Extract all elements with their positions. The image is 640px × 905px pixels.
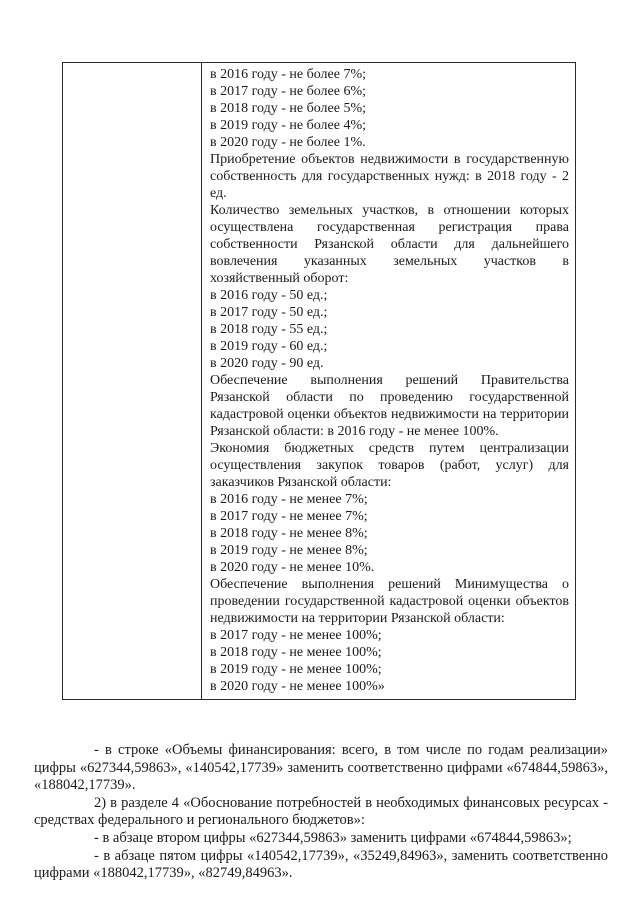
indicator-line: в 2017 году - не менее 7%; (210, 509, 368, 524)
indicator-line: в 2017 году - 50 ед.; (210, 305, 328, 320)
indicator-line: в 2020 году - не более 1%. (210, 135, 366, 150)
indicator-line: в 2016 году - не более 7%; (210, 67, 366, 82)
indicator-line: в 2019 году - не менее 8%; (210, 543, 368, 558)
indicator-line: Обеспечение выполнения решений Правительства Рязанской области по проведению государственной кадастровой оценки объектов недвижимости на территории Рязанской области: в 2016 году - не менее 100%. (210, 373, 569, 439)
indicator-line: Экономия бюджетных средств путем централизации осуществления закупок товаров (работ, услуг) для заказчиков Рязанской области: (210, 441, 569, 490)
program-indicators-table (62, 62, 576, 700)
indicator-line: в 2020 году - не менее 100%» (210, 679, 385, 694)
indicator-line: Количество земельных участков, в отношении которых осуществлена государственная регистрация права собственности Рязанской области для дальнейшего вовлечения указанных земельных участков в хозяйственный оборот: (210, 203, 569, 286)
table-row (63, 63, 576, 700)
table-cell-indicators (202, 63, 576, 700)
indicator-line: в 2017 году - не менее 100%; (210, 628, 382, 643)
indicator-line: в 2019 году - не менее 100%; (210, 662, 382, 677)
amendment-paragraph: - в абзаце втором цифры «627344,59863» заменить цифрами «674844,59863»; (94, 829, 572, 846)
indicator-line: в 2018 году - не менее 8%; (210, 526, 368, 541)
indicator-line: Обеспечение выполнения решений Минимущества о проведении государственной кадастровой оценки объектов недвижимости на территории Рязанской области: (210, 577, 569, 626)
amendments-text-block (34, 742, 608, 883)
indicator-line: в 2018 году - не более 5%; (210, 101, 366, 116)
indicator-line: в 2020 году - 90 ед. (210, 356, 324, 371)
indicator-line: в 2016 году - не менее 7%; (210, 492, 368, 507)
indicator-line: в 2019 году - 60 ед.; (210, 339, 328, 354)
indicator-line: в 2016 году - 50 ед.; (210, 288, 328, 303)
amendment-paragraph: 2) в разделе 4 «Обоснование потребностей в необходимых финансовых ресурсах - средствах федерального и регионального бюджетов»: (34, 794, 608, 829)
amendment-paragraph: - в абзаце пятом цифры «140542,17739», «35249,84963», заменить соответственно цифрами «188042,17739», «82749,84963». (34, 847, 608, 882)
indicator-line: в 2020 году - не менее 10%. (210, 560, 375, 575)
indicator-line: в 2019 году - не более 4%; (210, 118, 366, 133)
indicator-line: Приобретение объектов недвижимости в государственную собственность для государственных нужд: в 2018 году - 2 ед. (210, 152, 569, 201)
indicator-line: в 2018 году - 55 ед.; (210, 322, 328, 337)
amendment-paragraph: - в строке «Объемы финансирования: всего, в том числе по годам реализации» цифры «627344,59863», «140542,17739» заменить соответственно цифрами «674844,59863», «188042,17739». (34, 742, 608, 794)
indicator-line: в 2018 году - не менее 100%; (210, 645, 382, 660)
indicator-line: в 2017 году - не более 6%; (210, 84, 366, 99)
table-cell-left-empty (63, 63, 202, 700)
